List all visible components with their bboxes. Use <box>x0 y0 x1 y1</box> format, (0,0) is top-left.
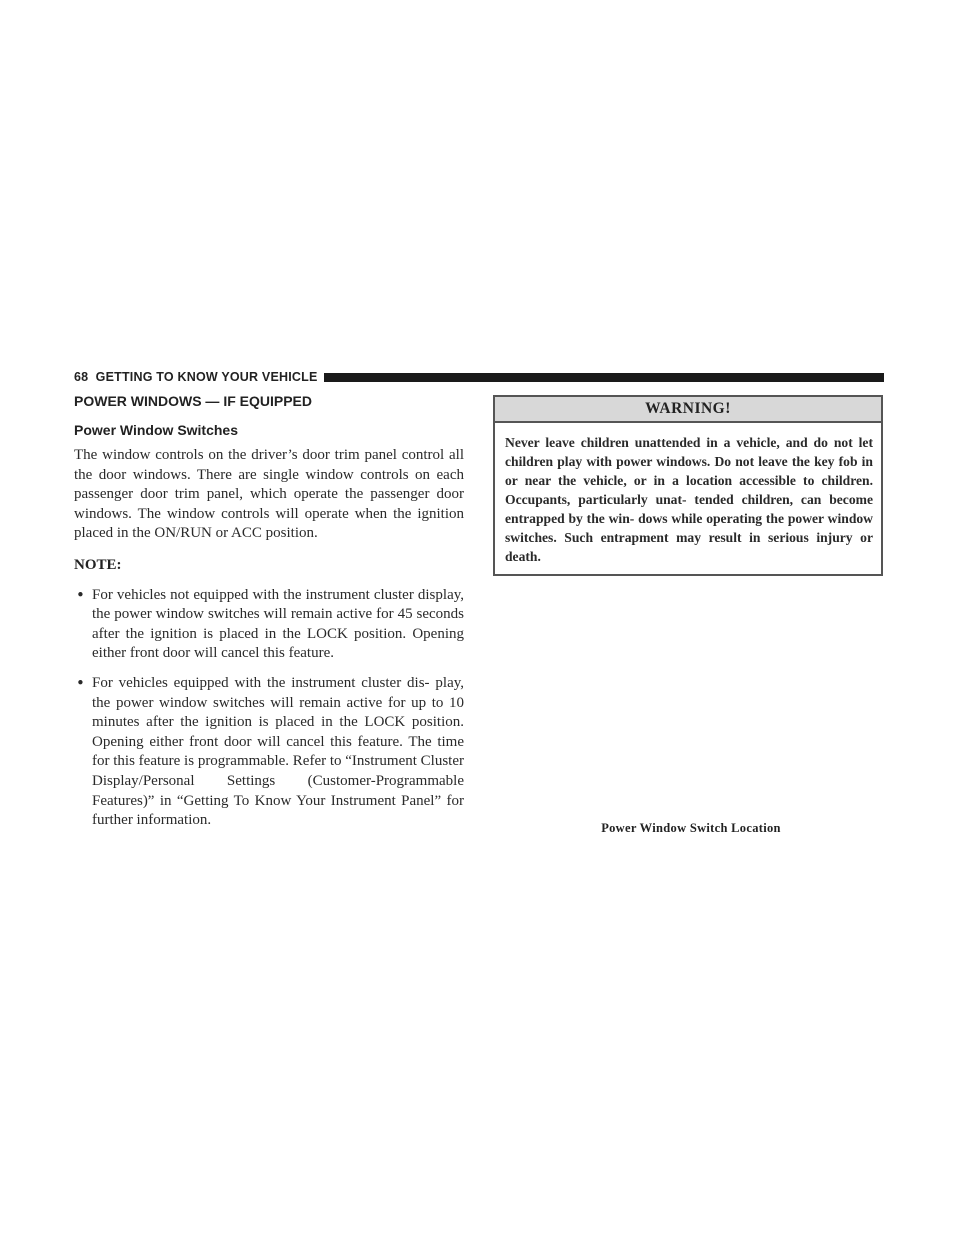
left-column <box>74 392 464 841</box>
bullet-text: For vehicles not equipped with the instrument cluster display, the power window switches will remain active for 45 seconds after the ignition is placed in the LOCK position. Opening either front door will cancel this feature. <box>92 586 464 662</box>
list-item <box>74 674 464 831</box>
header-rule <box>324 373 885 382</box>
warning-text: Never leave children unattended in a vehicle, and do not let children play with power windows. Do not leave the key fob in or near the vehicle, or in a location accessible to children. Occupants, particularly unat- tended children, can become entrapped by the win- dows while operating the power window switches. Such entrapment may result in serious injury or death. <box>505 435 873 564</box>
note-label: NOTE: <box>74 556 122 573</box>
page-header-text <box>74 370 324 384</box>
running-header <box>74 369 884 385</box>
warning-box <box>493 395 883 576</box>
intro-paragraph: The window controls on the driver’s door trim panel control all the door windows. There are single window controls on each passenger door trim panel, which operate the passenger door windows. The window controls will operate when the ignition placed in the ON/RUN or ACC position. <box>74 447 464 542</box>
bullet-icon: • <box>76 673 85 692</box>
section-title: POWER WINDOWS — IF EQUIPPED <box>74 393 313 409</box>
figure-image <box>493 585 883 815</box>
bullet-text: For vehicles equipped with the instrument cluster dis- play, the power window switches will remain active for up to 10 minutes after the ignition is placed in the LOCK position. Opening either front door will cancel this feature. The time for this feature is programmable. Refer to “Instrument Cluster Display/Personal Settings (Customer-Programmable Features)” in “Getting To Know Your Instrument Panel” for further information. <box>92 674 464 829</box>
section-name: GETTING TO KNOW YOUR VEHICLE <box>95 370 318 384</box>
note-bullet-list <box>74 586 464 831</box>
bullet-icon: • <box>76 585 85 604</box>
subsection-title: Power Window Switches <box>74 422 239 438</box>
figure-caption: Power Window Switch Location <box>601 821 781 835</box>
warning-heading: WARNING! <box>495 397 881 423</box>
list-item <box>74 586 464 664</box>
page-number: 68 <box>74 370 89 384</box>
